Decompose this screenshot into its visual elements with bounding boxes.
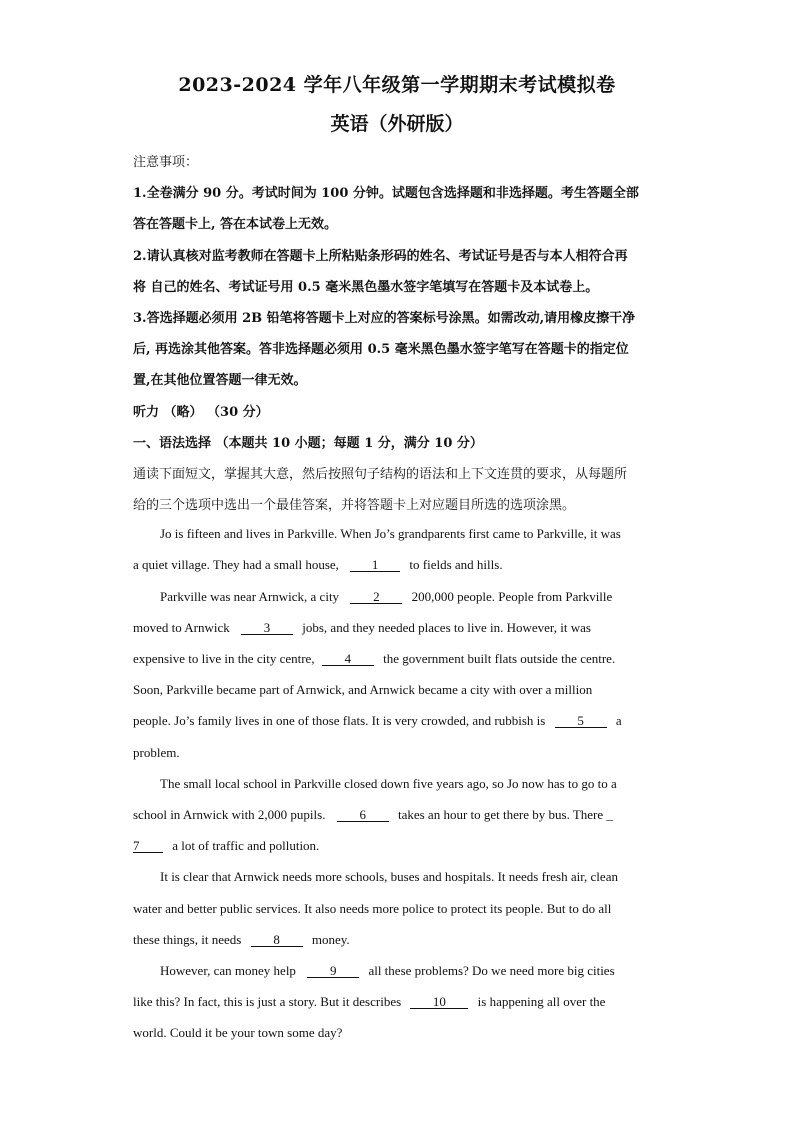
passage-p3-line-3 <box>133 838 319 854</box>
passage-p2-line-2 <box>133 620 591 636</box>
listening-section-heading: 听力 （略） （30 分） <box>133 405 269 420</box>
passage-p2-line-5 <box>133 713 622 729</box>
blank-7: 7 <box>133 839 163 853</box>
passage-p5-line-2 <box>133 994 605 1010</box>
passage-text: these things, it needs <box>133 932 242 947</box>
blank-6: 6 <box>337 808 389 822</box>
grammar-section-heading: 一、语法选择 （本题共 10 小题；每题 1 分，满分 10 分） <box>133 436 483 451</box>
exam-subtitle: 英语（外研版） <box>330 113 464 135</box>
passage-p3-line-2 <box>133 807 613 823</box>
blank-8: 8 <box>251 933 303 947</box>
passage-p2-line-4: Soon, Parkville became part of Arnwick, and Arnwick became a city with over a million <box>133 682 593 697</box>
instruction-line-2: 给的三个选项中选出一个最佳答案，并将答题卡上对应题目所选的选项涂黑。 <box>133 498 576 513</box>
blank-10: 10 <box>410 995 468 1009</box>
note-1-line-1: 1.全卷满分 90 分。考试时间为 100 分钟。试题包含选择题和非选择题。考生答题全部 <box>133 186 639 201</box>
passage-p1-line-1: Jo is fifteen and lives in Parkville. When Jo’s grandparents first came to Parkville, it was <box>160 526 621 541</box>
passage-text: all these problems? Do we need more big cities <box>368 963 615 978</box>
passage-p5-line-3: world. Could it be your town some day? <box>133 1025 343 1040</box>
passage-text: a lot of traffic and pollution. <box>172 838 320 853</box>
passage-p2-line-6: problem. <box>133 745 180 760</box>
passage-text: However, can money help <box>160 963 296 978</box>
blank-5: 5 <box>555 714 607 728</box>
passage-text: is happening all over the <box>477 994 606 1009</box>
passage-text: Parkville was near Arnwick, a city <box>160 589 340 604</box>
blank-1: 1 <box>350 558 400 572</box>
note-2-line-1: 2.请认真核对监考教师在答题卡上所粘贴条形码的姓名、考试证号是否与本人相符合再 <box>133 249 628 264</box>
passage-text: a <box>615 713 622 728</box>
passage-text: moved to Arnwick <box>133 620 230 635</box>
passage-p3-line-1: The small local school in Parkville closed down five years ago, so Jo now has to go to a <box>160 776 617 791</box>
passage-text: takes an hour to get there by bus. There _ <box>397 807 613 822</box>
blank-3: 3 <box>241 621 293 635</box>
passage-text: jobs, and they needed places to live in. However, it was <box>302 620 591 635</box>
instruction-line-1: 通读下面短文，掌握其大意，然后按照句子结构的语法和上下文连贯的要求，从每题所 <box>133 467 628 482</box>
passage-p4-line-1: It is clear that Arnwick needs more schools, buses and hospitals. It needs fresh air, clean <box>160 869 618 884</box>
note-3-line-1: 3.答选择题必须用 2B 铅笔将答题卡上对应的答案标号涂黑。如需改动,请用橡皮擦干净 <box>133 311 636 326</box>
notes-heading: 注意事项： <box>133 155 199 170</box>
passage-text: 200,000 people. People from Parkville <box>411 589 613 604</box>
passage-text: to fields and hills. <box>409 557 503 572</box>
passage-text: school in Arnwick with 2,000 pupils. <box>133 807 326 822</box>
passage-text: money. <box>311 932 350 947</box>
passage-p4-line-3 <box>133 932 350 948</box>
note-1-line-2: 答在答题卡上, 答在本试卷上无效。 <box>133 217 338 232</box>
note-2-line-2: 将 自己的姓名、考试证号用 0.5 毫米黑色墨水签字笔填写在答题卡及本试卷上。 <box>133 280 599 295</box>
passage-p2-line-3 <box>133 651 615 667</box>
note-3-line-2: 后, 再选涂其他答案。答非选择题必须用 0.5 毫米黑色墨水签字笔写在答题卡的指定位 <box>133 342 629 357</box>
passage-text: like this? In fact, this is just a story. But it describes <box>133 994 402 1009</box>
passage-p4-line-2: water and better public services. It also needs more police to protect its people. But to do all <box>133 901 612 916</box>
passage-text: expensive to live in the city centre, <box>133 651 315 666</box>
blank-9: 9 <box>307 964 359 978</box>
passage-p1-line-2 <box>133 557 503 573</box>
blank-4: 4 <box>322 652 374 666</box>
passage-p5-line-1 <box>160 963 615 979</box>
blank-2: 2 <box>350 590 402 604</box>
exam-title: 2023-2024 学年八年级第一学期期末考试模拟卷 <box>178 74 616 96</box>
passage-text: people. Jo’s family lives in one of those flats. It is very crowded, and rubbish is <box>133 713 546 728</box>
passage-text: the government built flats outside the centre. <box>383 651 616 666</box>
passage-text: a quiet village. They had a small house, <box>133 557 339 572</box>
passage-p2-line-1 <box>160 589 612 605</box>
note-3-line-3: 置,在其他位置答题一律无效。 <box>133 373 307 388</box>
